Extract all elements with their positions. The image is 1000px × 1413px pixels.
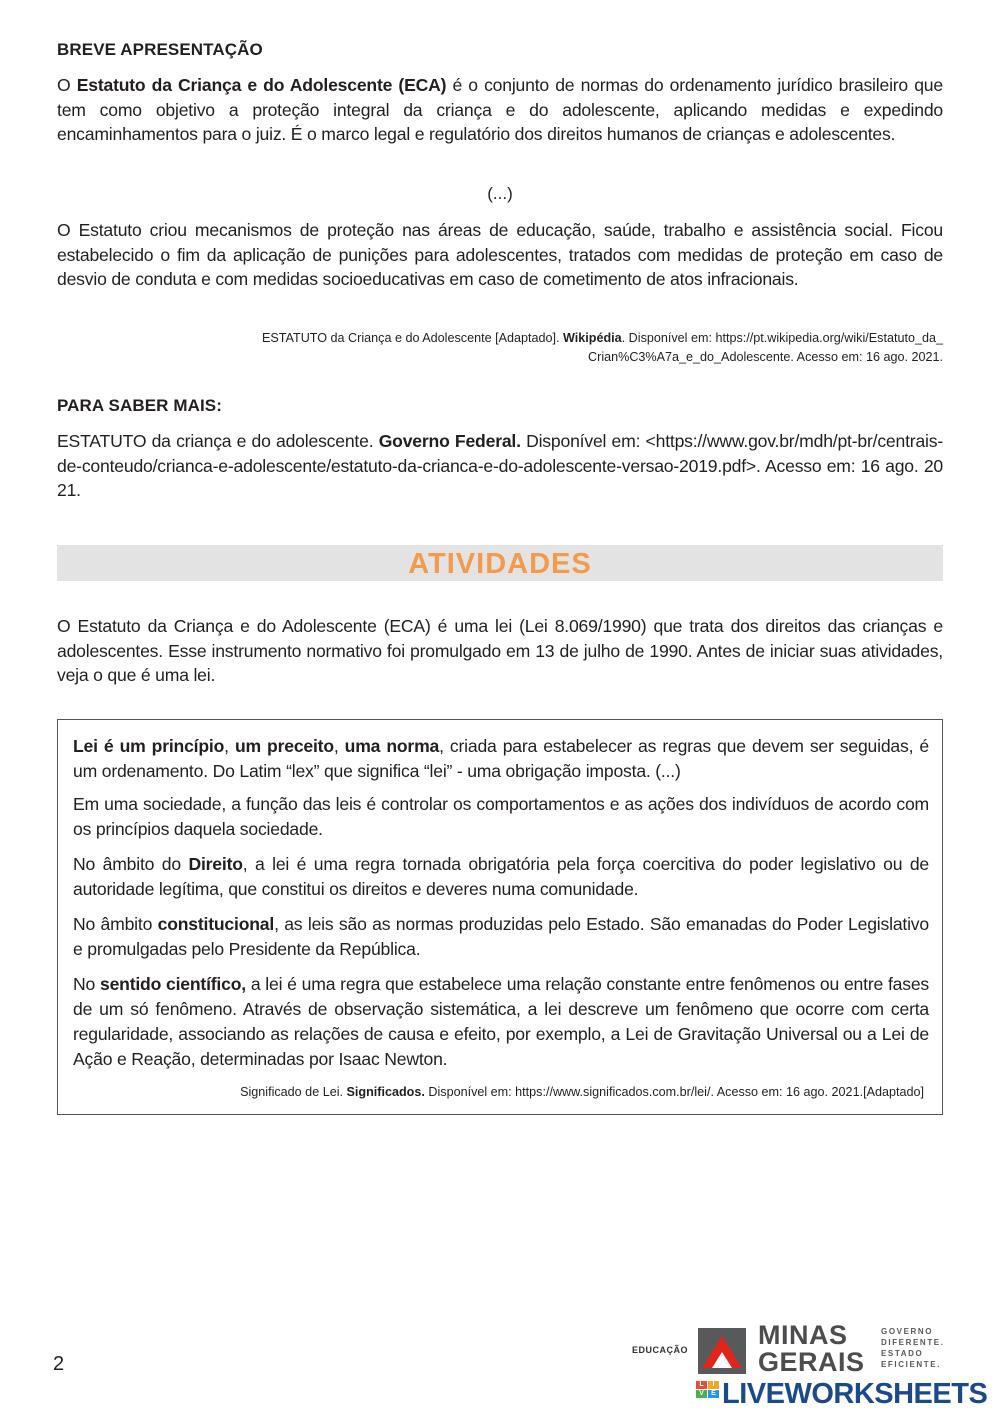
page-number: 2 [53, 1353, 65, 1375]
governo-federal-bold: Governo Federal. [378, 431, 521, 451]
box-paragraph-4 [73, 912, 929, 962]
eca-bold: Estatuto da Criança e do Adolescente (ECA) [76, 75, 447, 95]
text: , criada para estabelecer as regras que devem ser seguidas, é um ordenamento. Do Latim “lex” que significa “lei” - uma obrigação imposta. (...) [73, 736, 929, 781]
educacao-label: EDUCAÇÃO [632, 1345, 689, 1355]
text: No âmbito do [73, 854, 189, 874]
box-paragraph-1 [73, 734, 929, 784]
section-heading-apresentacao: BREVE APRESENTAÇÃO [57, 40, 263, 59]
text: Disponível em: https://www.significados.com.br/lei/. Acesso em: 16 ago. 2021.[Adaptado] [424, 1085, 924, 1099]
text: O [57, 75, 77, 95]
section-heading-saber-mais: PARA SABER MAIS: [57, 396, 222, 415]
text: Disponível em: <https://www.gov.br/mdh/pt-br/centrais-de-conteudo/crianca-e-adolescente/estatuto-da-crianca-e-do-adolescente-versao-2019.pdf>. Acesso em: 16 ago. 2021. [57, 431, 943, 500]
lw-square: V [696, 1390, 707, 1398]
bold-term: um preceito [234, 736, 334, 756]
bold-term: sentido científico, [99, 974, 246, 994]
citation-line-1 [123, 329, 943, 348]
slogan-line: ESTADO [881, 1349, 924, 1358]
bold-term: Lei é um princípio [73, 736, 225, 756]
minas-gerais-wordmark [758, 1322, 865, 1376]
minas-gerais-emblem-icon [698, 1328, 746, 1374]
text: Significado de Lei. [240, 1085, 347, 1099]
text: , a lei é uma regra tornada obrigatória pela força coercitiva do poder legislativo ou de autoridade legítima, que constitui os direitos e deveres numa comunidade. [73, 854, 929, 899]
liveworksheets-text: LIVEWORKSHEETS [722, 1378, 988, 1410]
bold-term: uma norma [344, 736, 440, 756]
intro-paragraph-1 [57, 73, 943, 147]
lw-square: E [708, 1390, 719, 1398]
minas-gerais-logo [630, 1322, 960, 1380]
liveworksheets-watermark[interactable] [696, 1378, 996, 1410]
saber-mais-reference [57, 429, 943, 503]
text: ESTATUTO da Criança e do Adolescente [Adaptado]. [261, 331, 564, 345]
definition-box [57, 719, 943, 1115]
text: ESTATUTO da criança e do adolescente. [57, 431, 379, 451]
intro-paragraph-2: O Estatuto criou mecanismos de proteção nas áreas de educação, saúde, trabalho e assistência social. Ficou estabelecido o fim da aplicação de punições para adolescentes, tratados com medidas de proteção em caso de desvio de conduta e com medidas socioeducativas em caso de cometimento de atos infracionais. [57, 220, 943, 289]
atividades-title: ATIVIDADES [408, 548, 592, 580]
citation-bold: Significados. [346, 1085, 425, 1099]
bold-term: Direito [188, 854, 243, 874]
lw-square: L [696, 1381, 707, 1389]
lw-square: I [708, 1381, 719, 1389]
ellipsis: (...) [487, 184, 513, 203]
text: . Disponível em: https://pt.wikipedia.org/wiki/Estatuto_da_ [621, 331, 943, 345]
citation-line-2: Crian%C3%A7a_e_do_Adolescente. Acesso em: 16 ago. 2021. [588, 350, 943, 364]
box-paragraph-3 [73, 852, 929, 902]
box-paragraph-2: Em uma sociedade, a função das leis é controlar os comportamentos e as ações dos indivíduos de acordo com os princípios daquela sociedade. [73, 794, 929, 839]
slogan-line: GOVERNO [881, 1327, 934, 1336]
text: , [333, 736, 345, 756]
liveworksheets-squares-icon [696, 1381, 720, 1407]
text: No [73, 974, 100, 994]
significados-citation [240, 1085, 924, 1099]
slogan-line: EFICIENTE. [881, 1360, 942, 1369]
mg-line-1: MINAS [758, 1320, 848, 1350]
slogan-line: DIFERENTE. [881, 1338, 945, 1347]
box-paragraph-5 [73, 972, 929, 1072]
atividades-banner [57, 545, 943, 581]
atividades-intro: O Estatuto da Criança e do Adolescente (ECA) é uma lei (Lei 8.069/1990) que trata dos direitos das crianças e adolescentes. Esse instrumento normativo foi promulgado em 13 de julho de 1990. Antes de iniciar suas atividades, veja o que é uma lei. [57, 616, 943, 685]
bold-term: constitucional [157, 914, 275, 934]
text: é o conjunto de normas do ordenamento jurídico brasileiro que tem como objetivo a proteção integral da criança e do adolescente, aplicando medidas e expedindo encaminhamentos para o juiz. É o marco legal e regulatório dos direitos humanos de crianças e adolescentes. [57, 75, 943, 144]
text: , as leis são as normas produzidas pelo Estado. São emanadas do Poder Legislativo e promulgadas pelo Presidente da República. [73, 914, 929, 959]
citation-bold: Wikipédia [563, 331, 622, 345]
government-slogan [881, 1326, 945, 1370]
mg-line-2: GERAIS [758, 1347, 865, 1377]
wikipedia-citation [123, 329, 943, 367]
text: , [224, 736, 235, 756]
text: No âmbito [73, 914, 158, 934]
text: a lei é uma regra que estabelece uma relação constante entre fenômenos ou entre fases de um só fenômeno. Através de observação sistemática, a lei descreve um fenômeno que ocorre com certa regularidade, associando as relações de causa e efeito, por exemplo, a Lei de Gravitação Universal ou a Lei de Ação e Reação, determinadas por Isaac Newton. [73, 974, 930, 1069]
